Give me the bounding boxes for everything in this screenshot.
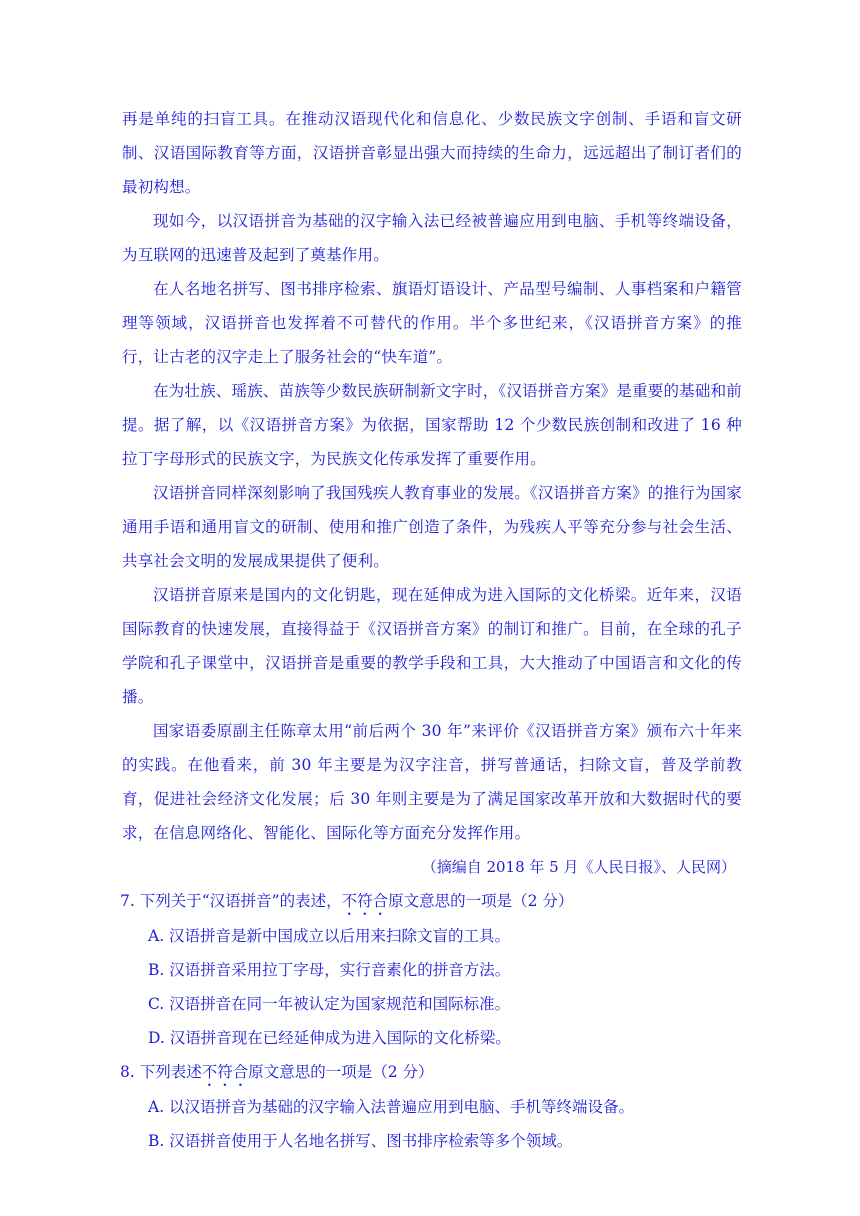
question-8-option-b: B. 汉语拼音使用于人名地名拼写、图书排序检索等多个领域。 [148,1132,573,1150]
paragraph: 国家语委原副主任陈章太用“前后两个 30 年”来评价《汉语拼音方案》颁布六十年来的实践。在他看来，前 30 年主要是为汉字注音，拼写普通话，扫除文盲，普及学前教育，促进社会经济文化发展；后 30 年则主要是为了满足国家改革开放和大数据时代的要求，在信息网络化、智能化、国际化等方面充分发挥作用。 [122,722,742,842]
question-8-text-before: 8. 下列表述 [120,1063,202,1081]
paragraph: 在为壮族、瑶族、苗族等少数民族研制新文字时，《汉语拼音方案》是重要的基础和前提。据了解，以《汉语拼音方案》为依据，国家帮助 12 个少数民族创制和改进了 16 种拉丁字母形式的民族文字，为民族文化传承发挥了重要作用。 [122,382,742,468]
question-7-option-c: C. 汉语拼音在同一年被认定为国家规范和国际标准。 [148,995,511,1013]
question-7-option-a: A. 汉语拼音是新中国成立以后用来扫除文盲的工具。 [148,927,511,945]
paragraph: 现如今，以汉语拼音为基础的汉字输入法已经被普遍应用到电脑、手机等终端设备，为互联网的迅速普及起到了奠基作用。 [122,212,742,264]
question-8 [120,1055,742,1090]
question-8-emphasis: 不符合 [201,1063,249,1081]
question-7-option-d: D. 汉语拼音现在已经延伸成为进入国际的文化桥梁。 [148,1029,511,1047]
question-7 [120,884,742,919]
paragraph: 再是单纯的扫盲工具。在推动汉语现代化和信息化、少数民族文字创制、手语和盲文研制、汉语国际教育等方面，汉语拼音彰显出强大而持续的生命力，远远超出了制订者们的最初构想。 [122,110,742,196]
question-7-emphasis: 不符合 [341,892,389,910]
question-8-text-after: 原文意思的一项是（2 分） [248,1063,434,1081]
question-7-text-after: 原文意思的一项是（2 分） [388,892,574,910]
question-8-option-a: A. 以汉语拼音为基础的汉字输入法普遍应用到电脑、手机等终端设备。 [148,1098,635,1116]
question-7-option-b: B. 汉语拼音采用拉丁字母，实行音素化的拼音方法。 [148,961,511,979]
paragraph: 汉语拼音原来是国内的文化钥匙，现在延伸成为进入国际的文化桥梁。近年来，汉语国际教育的快速发展，直接得益于《汉语拼音方案》的制订和推广。目前，在全球的孔子学院和孔子课堂中，汉语拼音是重要的教学手段和工具，大大推动了中国语言和文化的传播。 [122,586,742,706]
paragraph: 在人名地名拼写、图书排序检索、旗语灯语设计、产品型号编制、人事档案和户籍管理等领域，汉语拼音也发挥着不可替代的作用。半个多世纪来，《汉语拼音方案》的推行，让古老的汉字走上了服务社会的“快车道”。 [122,280,742,366]
source-citation: （摘编自 2018 年 5 月《人民日报》、人民网） [421,858,736,876]
paragraph: 汉语拼音同样深刻影响了我国残疾人教育事业的发展。《汉语拼音方案》的推行为国家通用手语和通用盲文的研制、使用和推广创造了条件，为残疾人平等充分参与社会生活、共享社会文明的发展成果提供了便利。 [122,484,742,570]
question-7-text-before: 7. 下列关于“汉语拼音”的表述， [120,892,342,910]
